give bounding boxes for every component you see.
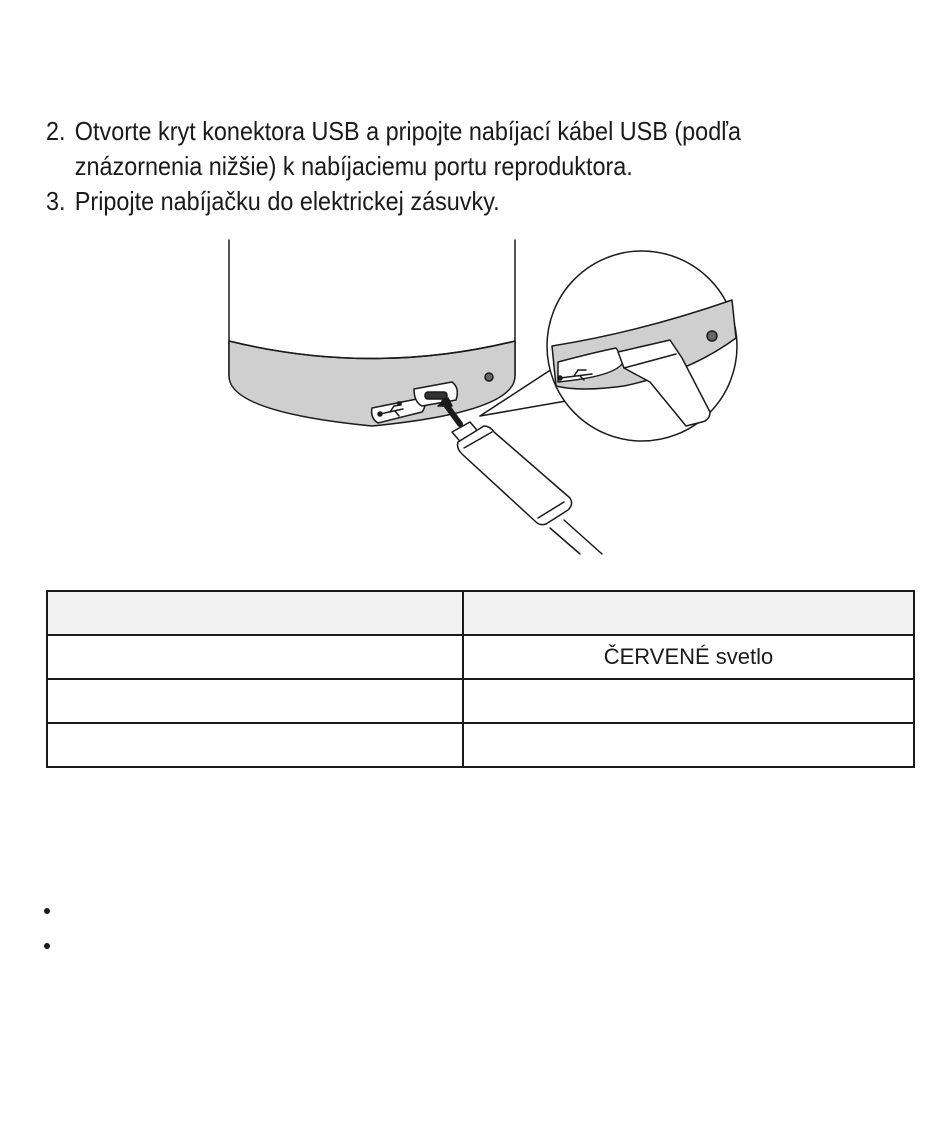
charging-illustration [220,236,750,566]
step-number: 3. [46,186,66,216]
table-header-cell [47,591,463,635]
table-cell [463,723,914,767]
instruction-steps [46,114,838,219]
bullet-icon [44,943,50,949]
table-cell: ČERVENÉ svetlo [463,635,914,679]
step-text: Pripojte nabíjačku do elektrickej zásuvky. [74,186,500,216]
status-table [46,590,915,768]
step-2 [46,114,838,184]
table-cell [47,679,463,723]
table-header-row [47,591,914,635]
speaker-body [229,240,515,426]
step-number: 2. [46,116,66,146]
table-row [47,635,914,679]
table-header-cell [463,591,914,635]
table-cell [47,635,463,679]
bullet-icon [44,908,50,914]
step-text: Otvorte kryt konektora USB a pripojte nabíjací kábel USB (podľa znázornenia nižšie) k nabíjaciemu portu reproduktora. [74,116,742,181]
micro-usb-cable [452,422,602,554]
table-cell [463,679,914,723]
table-cell [47,723,463,767]
magnifier-callout [480,251,737,441]
table-row [47,723,914,767]
charging-diagram [220,236,750,566]
step-3 [46,184,838,219]
table-row [47,679,914,723]
